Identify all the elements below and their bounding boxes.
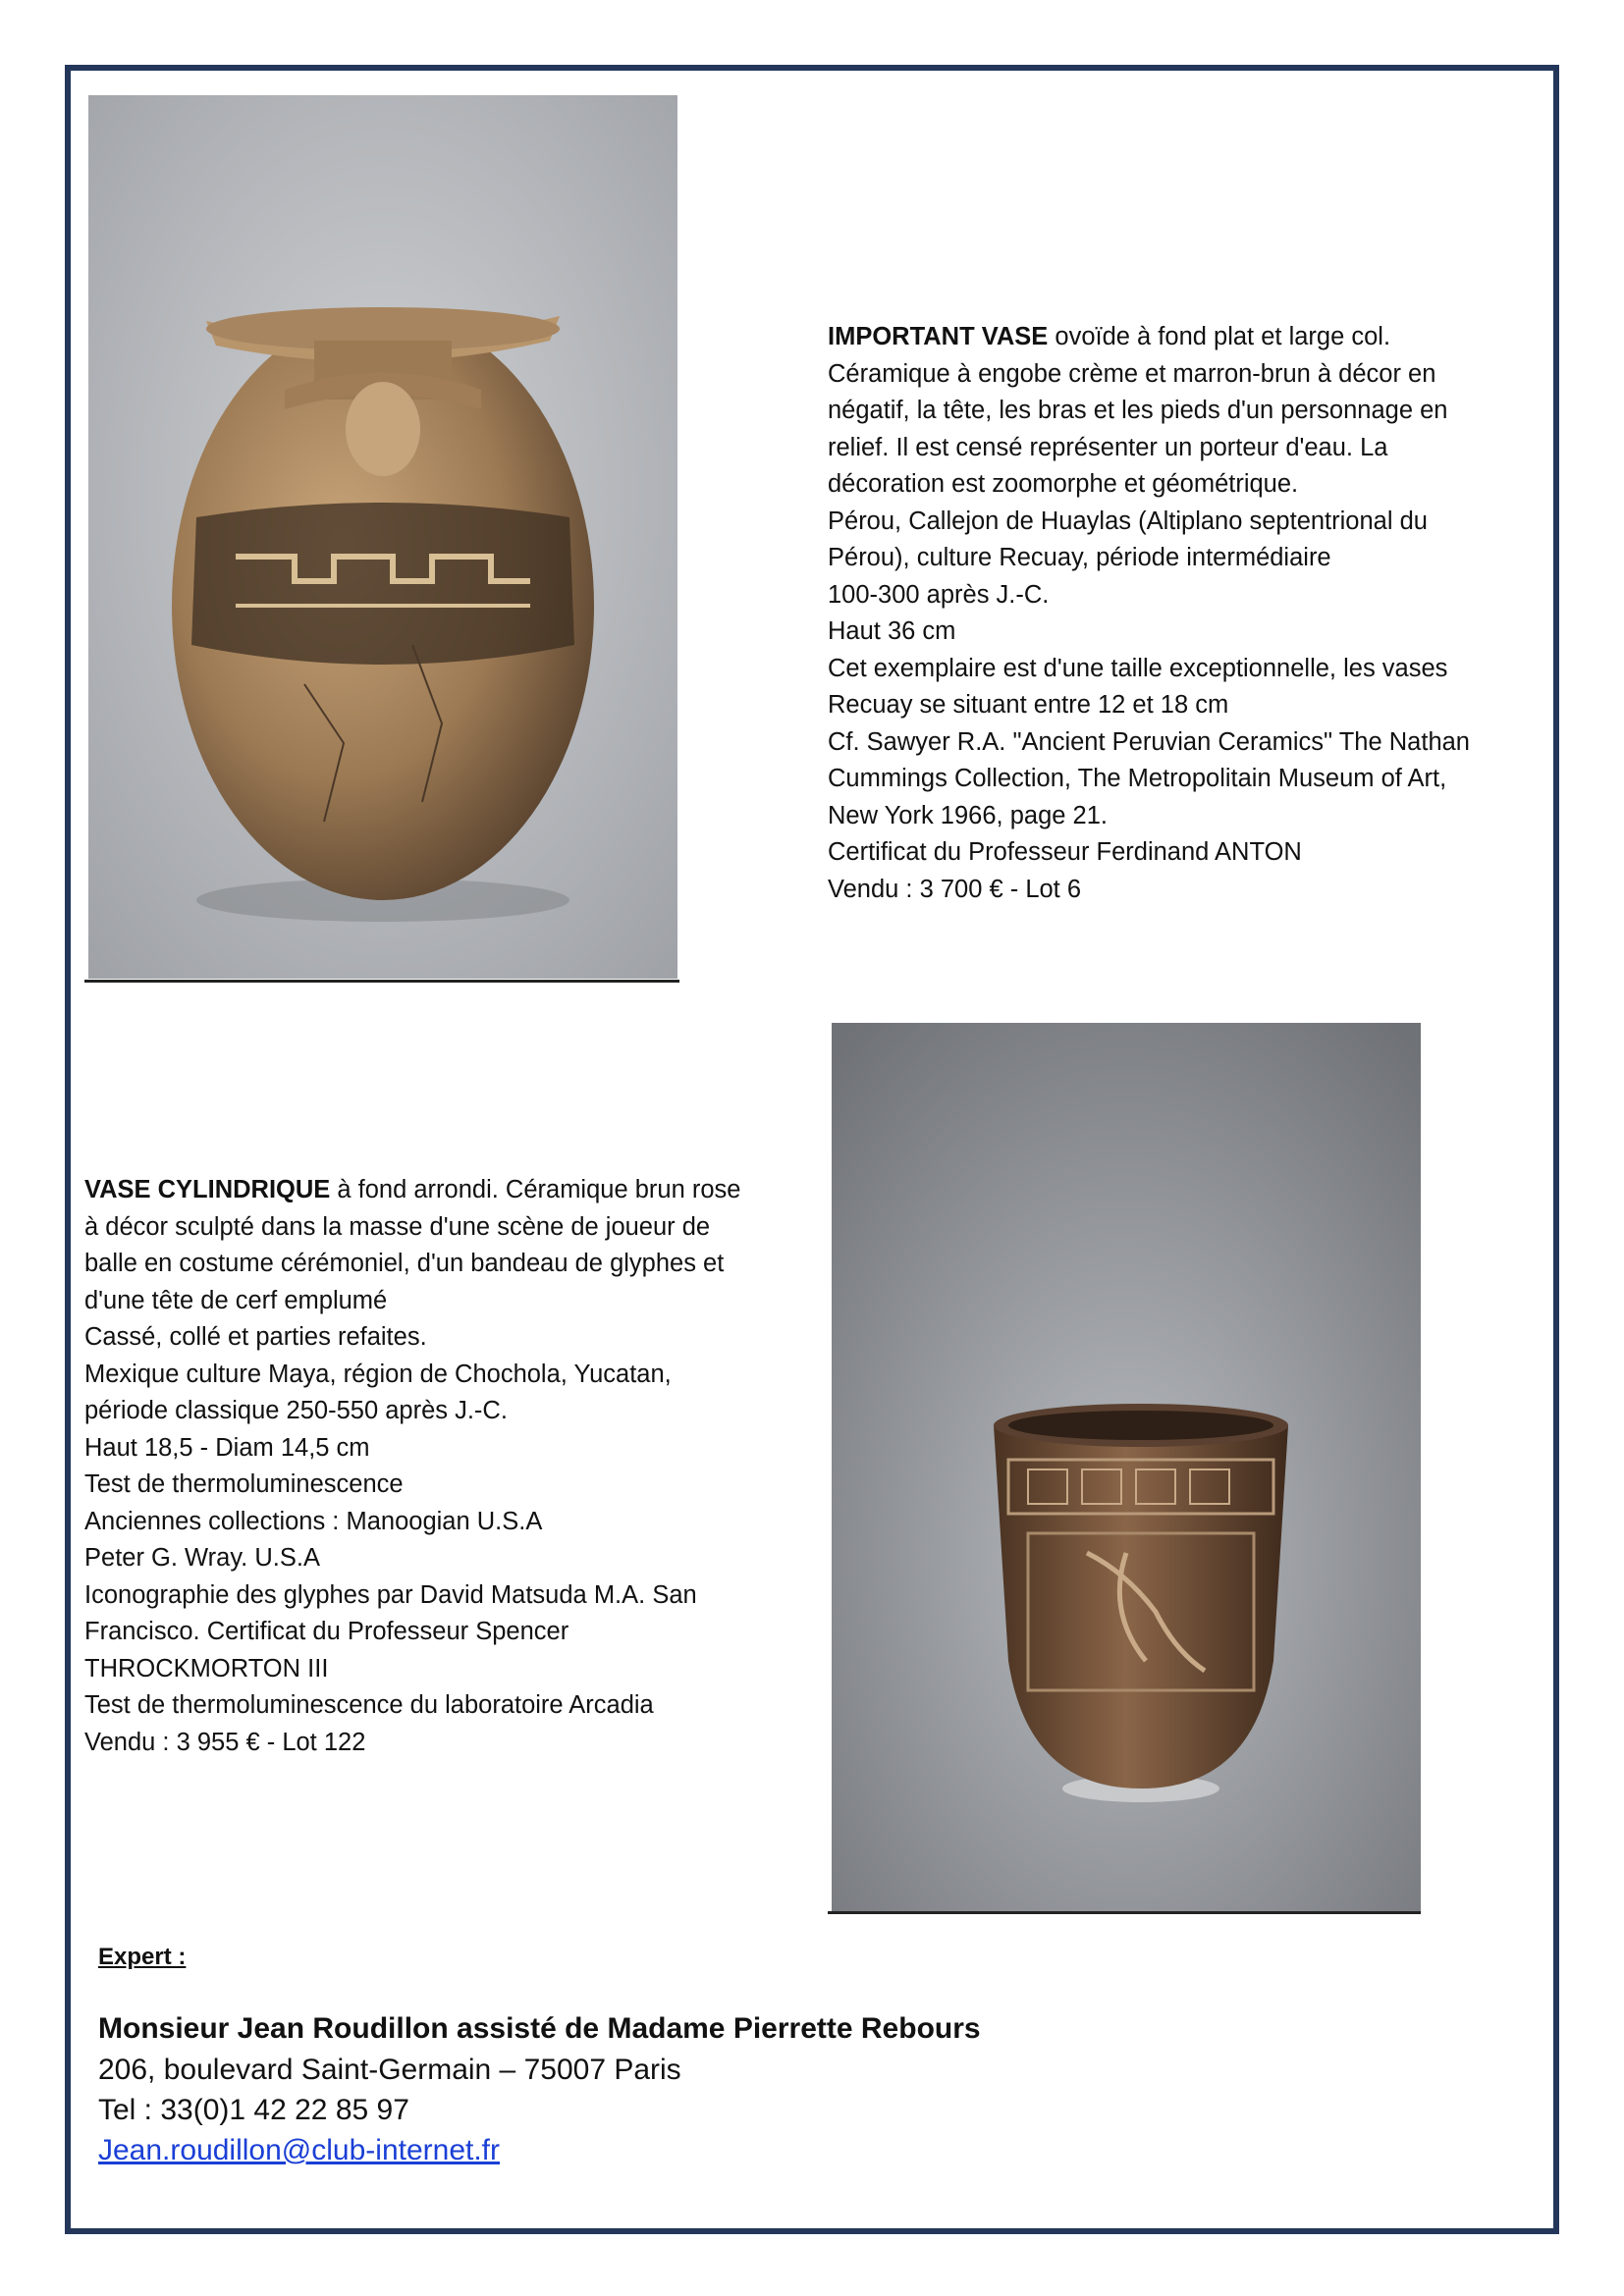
lot-122-line: Test de thermoluminescence xyxy=(84,1470,404,1498)
lot-122-line: d'une tête de cerf emplumé xyxy=(84,1286,388,1314)
lot-6-price: Vendu : 3 700 € - Lot 6 xyxy=(828,875,1082,903)
lot-6-line: Certificat du Professeur Ferdinand ANTON xyxy=(828,838,1302,866)
expert-section xyxy=(98,1944,981,2170)
expert-title: Expert : xyxy=(98,1944,187,1970)
maya-vase-photo xyxy=(832,1023,1421,1911)
lot-6-line: relief. Il est censé représenter un porteur d'eau. La xyxy=(828,433,1388,461)
recuay-vase-photo xyxy=(88,95,677,979)
lot-6-line: Céramique à engobe crème et marron-brun à décor en xyxy=(828,359,1436,388)
lot-122-line: période classique 250-550 après J.-C. xyxy=(84,1397,508,1424)
lot-122-lead: à fond arrondi. Céramique brun rose xyxy=(330,1176,741,1203)
lot-6-line: Cet exemplaire est d'une taille exceptionnelle, les vases xyxy=(828,654,1448,682)
lot-122-line: à décor sculpté dans la masse d'une scène de joueur de xyxy=(84,1212,711,1241)
lot-122-line: Iconographie des glyphes par David Matsuda M.A. San xyxy=(84,1580,697,1609)
lot-6-line: décoration est zoomorphe et géométrique. xyxy=(828,470,1299,498)
lot-122-line: balle en costume cérémoniel, d'un bandeau de glyphes et xyxy=(84,1250,725,1277)
expert-name: Monsieur Jean Roudillon assisté de Madame Pierrette Rebours xyxy=(98,2012,981,2045)
expert-email-link[interactable]: Jean.roudillon@club-internet.fr xyxy=(98,2134,500,2166)
lot-122-line: Anciennes collections : Manoogian U.S.A xyxy=(84,1507,543,1535)
lot-6-line: 100-300 après J.-C. xyxy=(828,580,1050,609)
lot-122-price: Vendu : 3 955 € - Lot 122 xyxy=(84,1728,366,1756)
lot-122-line: Mexique culture Maya, région de Chochola, Yucatan, xyxy=(84,1360,672,1388)
lot-6-line: Pérou), culture Recuay, période intermédiaire xyxy=(828,544,1331,571)
expert-phone: Tel : 33(0)1 42 22 85 97 xyxy=(98,2094,409,2126)
lot-122-line: Test de thermoluminescence du laboratoire Arcadia xyxy=(84,1691,654,1719)
lot-6-heading: IMPORTANT VASE xyxy=(828,323,1049,350)
lot-122-line: Cassé, collé et parties refaites. xyxy=(84,1323,427,1351)
lot-6-line: Pérou, Callejon de Huaylas (Altiplano septentrional du xyxy=(828,507,1428,535)
photo-underline xyxy=(84,980,679,983)
lot-122-line: Peter G. Wray. U.S.A xyxy=(84,1544,320,1572)
lot-122-heading: VASE CYLINDRIQUE xyxy=(84,1176,331,1203)
lot-122-line: Francisco. Certificat du Professeur Spencer xyxy=(84,1618,569,1645)
lot-6-line: Cf. Sawyer R.A. "Ancient Peruvian Ceramics" The Nathan xyxy=(828,727,1470,756)
lot-6-line: Recuay se situant entre 12 et 18 cm xyxy=(828,691,1229,719)
lot-6-line: Cummings Collection, The Metropolitain Museum of Art, xyxy=(828,765,1447,792)
expert-address: 206, boulevard Saint-Germain – 75007 Paris xyxy=(98,2054,681,2086)
photo-underline xyxy=(828,1911,1421,1914)
lot-122-line: THROCKMORTON III xyxy=(84,1654,329,1682)
lot-6-lead: ovoïde à fond plat et large col. xyxy=(1048,323,1391,350)
lot-122-line: Haut 18,5 - Diam 14,5 cm xyxy=(84,1433,370,1462)
lot-6-line: négatif, la tête, les bras et les pieds d'un personnage en xyxy=(828,397,1448,424)
lot-6-description xyxy=(828,319,1535,908)
lot-6-line: Haut 36 cm xyxy=(828,617,956,645)
lot-6-line: New York 1966, page 21. xyxy=(828,801,1108,829)
lot-122-description xyxy=(84,1172,811,1761)
